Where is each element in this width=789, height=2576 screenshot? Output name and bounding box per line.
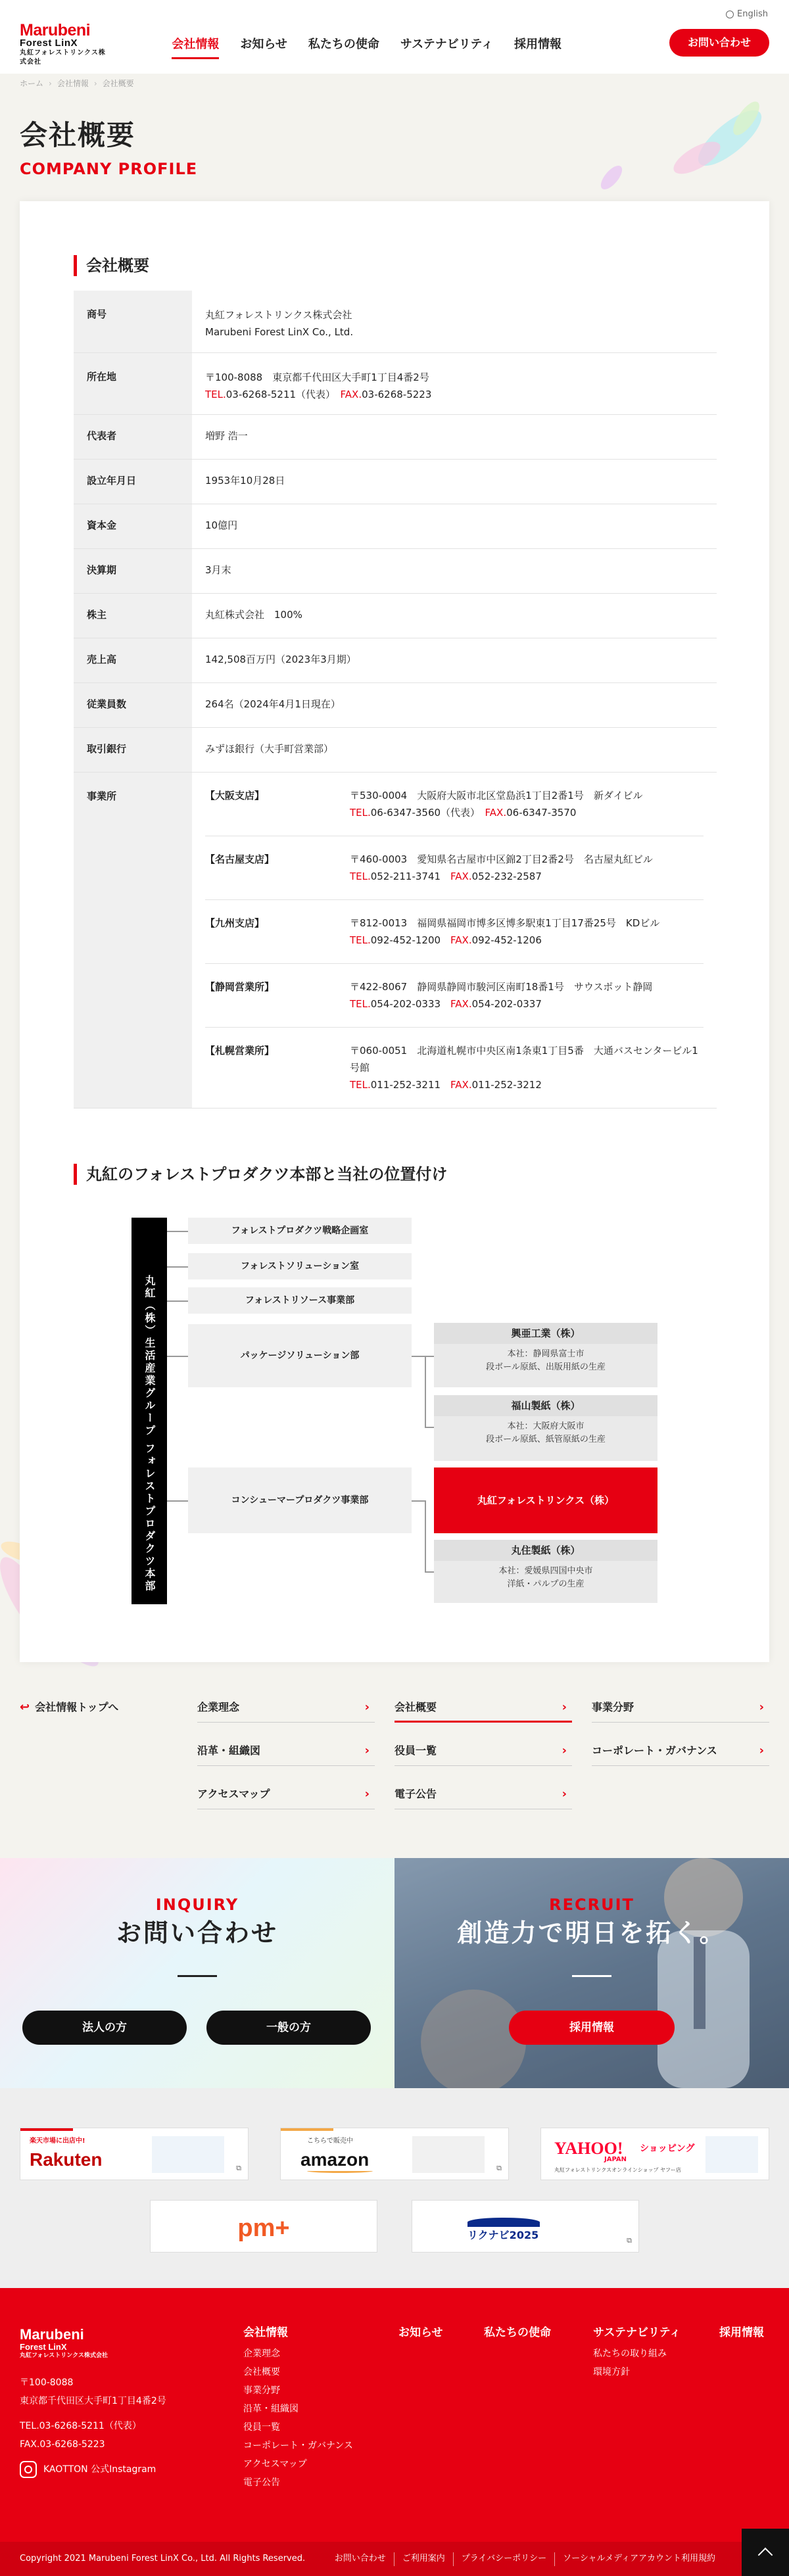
table-row (74, 352, 717, 414)
logo-text-main: Marubeni (20, 2326, 84, 2343)
company-name: 興亜工業（株） (434, 1323, 658, 1344)
office-kyushu (205, 900, 704, 964)
office-address: 〒060-0051 北海道札幌市中央区南1条東1丁目5番 大通バスセンタービル1号館 (350, 1044, 698, 1074)
tel-label: TEL. (350, 806, 371, 819)
org-dept: フォレストプロダクツ戦略企画室 (188, 1218, 412, 1244)
footer-col-head[interactable]: サステナビリティ (593, 2326, 681, 2339)
divider (178, 1975, 217, 1977)
fax-label: FAX. (450, 1078, 472, 1091)
table-row (74, 291, 717, 352)
table-row (74, 504, 717, 548)
back-to-top-button[interactable] (742, 2529, 789, 2576)
product-image (705, 2136, 758, 2173)
office-detail (350, 978, 704, 1013)
company-info-table (74, 291, 717, 1109)
org-company-fukuyama (434, 1395, 658, 1461)
breadcrumb (20, 78, 134, 90)
company-desc (434, 1416, 658, 1450)
fax-value: 011-252-3212 (471, 1078, 542, 1091)
row-label: 資本金 (74, 504, 192, 548)
org-dept: パッケージソリューション部 (188, 1324, 412, 1387)
footer-bottom-link[interactable]: ご利用案内 (394, 2552, 454, 2566)
footer-zip: 〒100-8088 (20, 2377, 74, 2388)
logo-text-main: Marubeni (20, 21, 91, 39)
office-tel-fax (350, 995, 704, 1013)
company-name: 福山製紙（株） (434, 1395, 658, 1416)
fax-value: 054-202-0337 (471, 997, 542, 1010)
org-company-marusumi (434, 1540, 658, 1603)
nav-news[interactable]: お知らせ (240, 37, 287, 51)
product-image (152, 2136, 224, 2173)
office-address: 〒812-0013 福岡県福岡市博多区博多駅東1丁目17番25号 KDビル (350, 917, 660, 929)
footer-col-recruit (719, 2321, 764, 2345)
connector-line (425, 1427, 434, 1428)
row-value: 1953年10月28日 (192, 459, 717, 504)
amazon-banner[interactable] (280, 2128, 509, 2180)
company-name-jp: 丸紅フォレストリンクス株式会社 (205, 309, 352, 321)
office-name: 【名古屋支店】 (205, 853, 275, 865)
tel-value[interactable]: 092-452-1200 (370, 934, 441, 946)
tel-value[interactable]: 06-6347-3560（代表） (370, 806, 475, 819)
link-notice[interactable] (394, 1779, 572, 1809)
link-business[interactable] (592, 1692, 769, 1723)
office-detail (350, 787, 704, 821)
nav-mission[interactable]: 私たちの使命 (308, 37, 379, 51)
row-value: 142,508百万円（2023年3月期） (192, 638, 717, 682)
footer-bottom-link[interactable]: プライバシーポリシー (454, 2552, 555, 2566)
instagram-link[interactable] (20, 2460, 166, 2479)
fax-label: FAX. (450, 997, 472, 1010)
rikunabi-logo: リクナビ2025 (467, 2229, 539, 2241)
banner-area (0, 2088, 789, 2288)
office-tel-fax (350, 932, 704, 949)
office-tel-fax (350, 804, 704, 821)
tel-value[interactable]: 054-202-0333 (370, 997, 441, 1010)
row-value: 264名（2024年4月1日現在） (192, 682, 717, 727)
corporate-inquiry-button[interactable]: 法人の方 (22, 2011, 187, 2045)
company-hq: 本社：愛媛県四国中央市 (498, 1566, 593, 1576)
org-company-koa (434, 1323, 658, 1387)
org-dept: フォレストリソース事業部 (188, 1287, 412, 1314)
breadcrumb-home[interactable]: ホーム (20, 79, 44, 88)
footer-bottom-link[interactable]: ソーシャルメディアアカウント利用規約 (563, 2554, 715, 2564)
office-detail (350, 915, 704, 949)
nav-recruit[interactable]: 採用情報 (514, 37, 562, 51)
tel-label: TEL. (350, 1078, 371, 1091)
footer-link[interactable]: 環境方針 (593, 2367, 630, 2377)
breadcrumb-current: 会社概要 (102, 79, 134, 88)
banner-accent (20, 2128, 73, 2131)
page-subtitle: COMPANY PROFILE (20, 160, 198, 178)
footer-logo[interactable] (20, 2327, 108, 2360)
row-label: 所在地 (74, 352, 192, 414)
company-desc (434, 1561, 658, 1595)
footer-col-head[interactable]: 採用情報 (719, 2326, 764, 2339)
row-label: 売上高 (74, 638, 192, 682)
recruit-en: RECRUIT (549, 1896, 634, 1914)
company-name: 丸住製紙（株） (434, 1540, 658, 1561)
chevron-right-icon: › (562, 1700, 567, 1714)
back-arrow-icon: ↩ (20, 1700, 30, 1714)
row-label: 取引銀行 (74, 727, 192, 772)
row-value (192, 291, 717, 352)
connector-line (167, 1300, 188, 1302)
row-label: 決算期 (74, 548, 192, 593)
general-inquiry-button[interactable]: 一般の方 (206, 2011, 371, 2045)
link-label: 電子公告 (394, 1788, 437, 1800)
company-desc (434, 1344, 658, 1378)
amazon-logo: amazon (300, 2149, 370, 2170)
pm-banner[interactable] (150, 2200, 377, 2253)
yahoo-shopping-label: ショッピング (640, 2143, 695, 2154)
breadcrumb-separator: › (93, 79, 97, 88)
org-parent-label: 丸紅（株）生活産業グループ フォレストプロダクツ本部 (132, 1218, 167, 1604)
footer-tel[interactable]: TEL.03-6268-5211（代表） (20, 2421, 141, 2431)
rakuten-logo: Rakuten (30, 2149, 103, 2170)
footer-col-news (398, 2321, 443, 2345)
banner-accent (281, 2128, 333, 2131)
chevron-right-icon: › (562, 1787, 567, 1801)
company-top-link[interactable] (20, 1692, 178, 1723)
link-label: 沿革・組織図 (197, 1744, 261, 1757)
footer-bottom-links (327, 2552, 723, 2566)
link-label: 事業分野 (592, 1701, 634, 1713)
yahoo-logo: YAHOO! (554, 2139, 623, 2158)
connector-line (167, 1356, 188, 1357)
table-row (74, 414, 717, 459)
connector-line (425, 1500, 426, 1573)
office-sapporo (205, 1028, 704, 1108)
row-value: みずほ銀行（大手町営業部） (192, 727, 717, 772)
amazon-smile (307, 2169, 373, 2173)
pm-logo: pm+ (237, 2214, 290, 2242)
site-logo[interactable] (20, 22, 112, 67)
company-name-en: Marubeni Forest LinX Co., Ltd. (205, 326, 354, 338)
office-tel-fax (350, 868, 704, 885)
chevron-right-icon: › (364, 1744, 370, 1757)
office-shizuoka (205, 964, 704, 1028)
row-label: 代表者 (74, 414, 192, 459)
footer-col-head[interactable]: 私たちの使命 (484, 2326, 551, 2339)
nav-company[interactable]: 会社情報 (161, 33, 229, 59)
office-name: 【九州支店】 (205, 917, 265, 929)
page-title: 会社概要 (20, 119, 136, 151)
footer-col-mission (484, 2321, 551, 2345)
copyright-bar (0, 2542, 789, 2576)
link-governance[interactable] (592, 1736, 769, 1766)
row-value: 3月末 (192, 548, 717, 593)
footer-link[interactable]: 沿革・組織図 (243, 2404, 299, 2414)
footer-addr: 東京都千代田区大手町1丁目4番2号 (20, 2396, 166, 2406)
footer-col-head[interactable]: お知らせ (398, 2326, 443, 2339)
row-value: 10億円 (192, 504, 717, 548)
office-address: 〒460-0003 愛知県名古屋市中区錦2丁目2番2号 名古屋丸紅ビル (350, 853, 653, 865)
external-link-icon: ⧉ (496, 2164, 502, 2173)
tel-value[interactable]: 052-211-3741 (370, 870, 441, 882)
row-label: 設立年月日 (74, 459, 192, 504)
table-row (74, 593, 717, 638)
footer-link[interactable]: アクセスマップ (243, 2459, 307, 2469)
recruit-button[interactable]: 採用情報 (509, 2011, 675, 2045)
breadcrumb-separator: › (49, 79, 52, 88)
tel-value[interactable]: 011-252-3211 (370, 1078, 441, 1091)
inquiry-title: お問い合わせ (116, 1919, 278, 1947)
footer-fax: FAX.03-6268-5223 (20, 2439, 105, 2450)
footer-link[interactable]: 会社概要 (243, 2367, 280, 2377)
rikunabi-logo-mark (467, 2218, 540, 2227)
table-row (74, 727, 717, 772)
office-name: 【静岡営業所】 (205, 980, 275, 993)
divider (572, 1975, 611, 1977)
org-dept: コンシューマープロダクツ事業部 (188, 1467, 412, 1533)
company-hq: 本社：静岡県富士市 (507, 1349, 585, 1359)
footer-link[interactable]: 役員一覧 (243, 2422, 280, 2433)
footer-link[interactable]: 企業理念 (243, 2349, 280, 2359)
table-row (74, 772, 717, 1108)
footer-col-head[interactable]: 会社情報 (243, 2326, 288, 2339)
logo-text-sub: Forest LinX (20, 37, 78, 49)
row-value: 丸紅株式会社 100% (192, 593, 717, 638)
connector-line (167, 1500, 188, 1502)
table-row (74, 548, 717, 593)
recruit-panel (394, 1858, 789, 2088)
chevron-right-icon: › (364, 1700, 370, 1714)
tel-label: TEL. (205, 388, 226, 400)
globe-icon (726, 11, 734, 18)
inquiry-panel (0, 1858, 394, 2088)
site-header (0, 0, 789, 74)
row-label: 従業員数 (74, 682, 192, 727)
offices-list (192, 772, 717, 1108)
fax-label: FAX. (450, 934, 472, 946)
footer-link[interactable]: 私たちの取り組み (593, 2349, 667, 2359)
row-value: 増野 浩一 (192, 414, 717, 459)
chevron-up-icon (758, 2548, 773, 2563)
office-osaka (205, 773, 704, 836)
company-business: 段ボール原紙、出版用紙の生産 (486, 1362, 606, 1372)
table-row (74, 682, 717, 727)
connector-line (167, 1266, 188, 1268)
row-label: 事業所 (74, 772, 192, 1108)
banner-caption: 楽天市場に出店中! (30, 2137, 85, 2145)
tel-label: TEL. (350, 934, 371, 946)
connector-line (412, 1500, 425, 1502)
instagram-label: KAOTTON 公式Instagram (43, 2464, 156, 2475)
connector-line (412, 1356, 425, 1357)
rikunabi-banner[interactable] (412, 2200, 639, 2253)
office-address: 〒422-8067 静岡県静岡市駿河区南町18番1号 サウスポット静岡 (350, 980, 653, 993)
chevron-right-icon: › (364, 1787, 370, 1801)
link-label: 会社概要 (394, 1701, 437, 1713)
language-switch[interactable] (726, 8, 768, 22)
company-business: 段ボール原紙、紙管原紙の生産 (486, 1435, 606, 1444)
header-contact-button[interactable]: お問い合わせ (669, 29, 769, 57)
main-nav (161, 33, 572, 59)
fax-label: FAX. (450, 870, 472, 882)
fax-value: 092-452-1206 (471, 934, 542, 946)
table-row (74, 638, 717, 682)
link-officers[interactable] (394, 1736, 572, 1766)
connector-line (425, 1571, 434, 1573)
connector-line (425, 1356, 434, 1357)
language-label: English (737, 9, 768, 19)
logo-text-jp: 丸紅フォレストリンクス株式会社 (20, 2352, 108, 2359)
office-name: 【札幌営業所】 (205, 1044, 275, 1057)
footer-col-company (243, 2321, 353, 2492)
inquiry-en: INQUIRY (155, 1896, 239, 1914)
banner-caption: こちらで販売中 (307, 2137, 353, 2145)
row-label: 商号 (74, 291, 192, 352)
fax-value: 052-232-2587 (471, 870, 542, 882)
tel-fax-line (205, 386, 704, 403)
tel-label: TEL. (350, 870, 371, 882)
banner-caption: 丸紅フォレストリンクスオンラインショップ ヤフー店 (554, 2167, 681, 2173)
chevron-right-icon: › (759, 1744, 764, 1757)
link-label: 企業理念 (197, 1701, 240, 1713)
office-tel-fax (350, 1076, 704, 1093)
fax-label: FAX. (340, 388, 362, 400)
office-detail (350, 851, 704, 885)
org-company-self: 丸紅フォレストリンクス（株） (434, 1467, 658, 1533)
chevron-right-icon: › (759, 1700, 764, 1714)
link-history[interactable] (197, 1736, 375, 1766)
fax-label: FAX. (485, 806, 507, 819)
org-dept: フォレストソリューション室 (188, 1253, 412, 1279)
breadcrumb-company[interactable]: 会社情報 (57, 79, 89, 88)
footer-col-sustainability (593, 2321, 681, 2381)
office-nagoya (205, 836, 704, 900)
office-detail (350, 1042, 704, 1093)
link-label: コーポレート・ガバナンス (592, 1744, 717, 1757)
footer-link[interactable]: 電子公告 (243, 2477, 280, 2488)
table-row (74, 459, 717, 504)
recruit-title: 創造力で明日を拓く。 (457, 1919, 727, 1947)
footer-address (20, 2373, 166, 2479)
office-name: 【大阪支店】 (205, 789, 265, 801)
org-heading: 丸紅のフォレストプロダクツ本部と当社の位置付け (74, 1164, 447, 1185)
instagram-icon (20, 2461, 37, 2478)
external-link-icon: ⧉ (236, 2164, 241, 2173)
company-hq: 本社：大阪府大阪市 (507, 1421, 585, 1431)
footer-link[interactable]: 事業分野 (243, 2385, 280, 2396)
yahoo-logo-sub: JAPAN (604, 2156, 627, 2163)
overview-heading: 会社概要 (74, 255, 149, 276)
tel-label: TEL. (350, 997, 371, 1010)
fax-value: 03-6268-5223 (362, 388, 432, 400)
tel-value[interactable]: 03-6268-5211（代表） (226, 388, 331, 400)
chevron-right-icon: › (562, 1744, 567, 1757)
site-footer (0, 2288, 789, 2576)
office-address: 〒530-0004 大阪府大阪市北区堂島浜1丁目2番1号 新ダイビル (350, 789, 643, 801)
footer-link[interactable]: コーポレート・ガバナンス (243, 2441, 353, 2451)
company-top-label: 会社情報トップへ (35, 1701, 119, 1713)
logo-text-jp: 丸紅フォレストリンクス株式会社 (20, 49, 106, 66)
external-link-icon: ⧉ (627, 2236, 632, 2245)
yahoo-banner[interactable] (540, 2128, 769, 2180)
link-label: アクセスマップ (197, 1788, 270, 1800)
link-philosophy[interactable] (197, 1692, 375, 1723)
copyright-text: Copyright 2021 Marubeni Forest LinX Co., Ltd. All Rights Reserved. (20, 2554, 306, 2564)
link-access[interactable] (197, 1779, 375, 1809)
address: 〒100-8088 東京都千代田区大手町1丁目4番2号 (205, 371, 429, 383)
rakuten-banner[interactable] (20, 2128, 249, 2180)
company-business: 洋紙・パルプの生産 (507, 1579, 585, 1589)
product-image (412, 2136, 485, 2173)
footer-bottom-link[interactable]: お問い合わせ (327, 2552, 394, 2566)
row-value (192, 352, 717, 414)
link-profile[interactable] (394, 1692, 572, 1723)
nav-sustainability[interactable]: サステナビリティ (400, 37, 493, 51)
row-label: 株主 (74, 593, 192, 638)
fax-value: 06-6347-3570 (506, 806, 577, 819)
connector-line (167, 1231, 188, 1232)
link-label: 役員一覧 (394, 1744, 437, 1757)
logo-text-sub: Forest LinX (20, 2342, 67, 2352)
connector-line (425, 1356, 426, 1428)
